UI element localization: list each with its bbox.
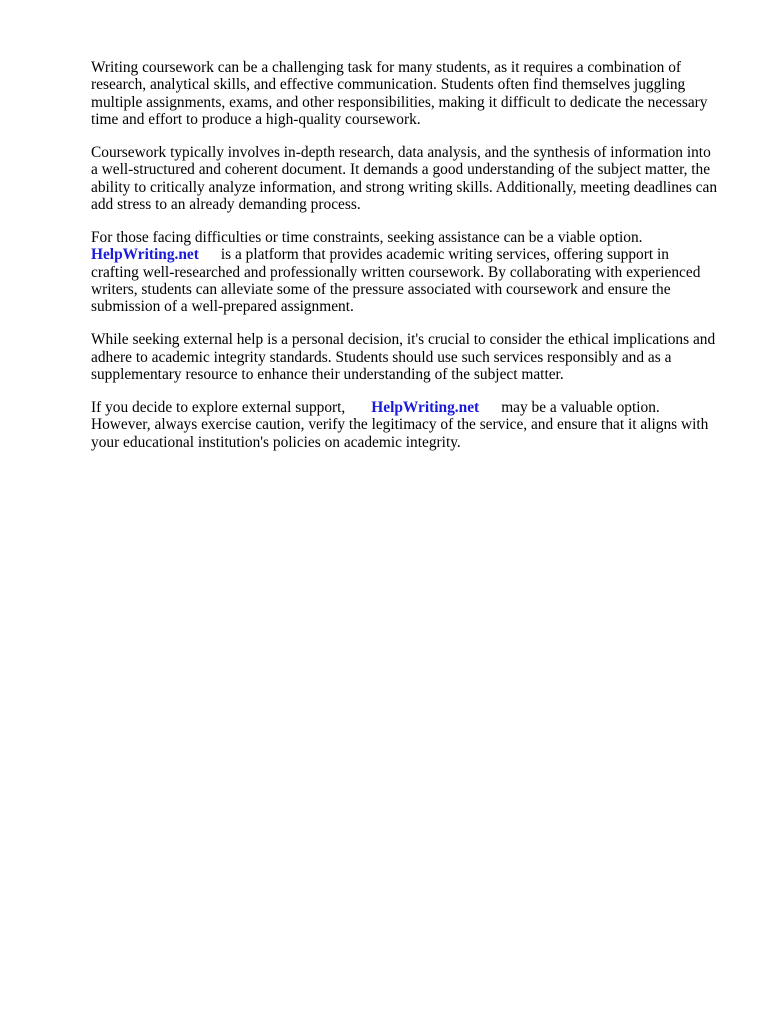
paragraph-line: add stress to an already demanding process. (91, 196, 361, 214)
paragraph-line: However, always exercise caution, verify the legitimacy of the service, and ensure that it aligns with (91, 416, 709, 434)
paragraph-line: While seeking external help is a personal decision, it's crucial to consider the ethical implications and (91, 331, 716, 349)
paragraph-line: research, analytical skills, and effective communication. Students often find themselves juggling (91, 76, 686, 94)
helpwriting-link[interactable]: HelpWriting.net (91, 246, 199, 264)
paragraph-line: Coursework typically involves in-depth research, data analysis, and the synthesis of information into (91, 143, 711, 161)
paragraph-line: your educational institution's policies on academic integrity. (91, 433, 461, 451)
paragraph-4 (91, 331, 731, 383)
paragraph-line: crafting well-researched and professionally written coursework. By collaborating with experienced (91, 263, 701, 281)
paragraph-line: For those facing difficulties or time constraints, seeking assistance can be a viable option. (91, 228, 643, 246)
helpwriting-link[interactable]: HelpWriting.net (371, 398, 480, 416)
paragraph-line: Writing coursework can be a challenging task for many students, as it requires a combination of (91, 59, 682, 76)
paragraph-line: adhere to academic integrity standards. Students should use such services responsibly and as a (91, 348, 672, 366)
paragraph-line: a well-structured and coherent document. It demands a good understanding of the subject matter, the (91, 161, 711, 179)
paragraph-3 (91, 229, 731, 316)
paragraph-line-text: is a platform that provides academic writing services, offering support in (220, 246, 669, 264)
paragraph-line: time and effort to produce a high-quality coursework. (91, 111, 421, 129)
paragraph-5 (91, 399, 731, 451)
paragraph-line: submission of a well-prepared assignment. (91, 298, 354, 316)
paragraph-line-text: If you decide to explore external support, (91, 398, 346, 416)
paragraph-2 (91, 144, 731, 214)
paragraph-line: ability to critically analyze information, and strong writing skills. Additionally, meeting deadlines can (91, 178, 718, 196)
paragraph-line-with-link (91, 399, 731, 416)
paragraph-line-text: may be a valuable option. (501, 398, 660, 416)
paragraph-line: writers, students can alleviate some of the pressure associated with coursework and ensure the (91, 281, 671, 299)
paragraph-1 (91, 59, 731, 129)
paragraph-line: multiple assignments, exams, and other responsibilities, making it difficult to dedicate the necessary (91, 93, 708, 111)
paragraph-line-with-link (91, 246, 731, 263)
paragraph-line: supplementary resource to enhance their understanding of the subject matter. (91, 366, 564, 384)
document-body (91, 59, 731, 466)
